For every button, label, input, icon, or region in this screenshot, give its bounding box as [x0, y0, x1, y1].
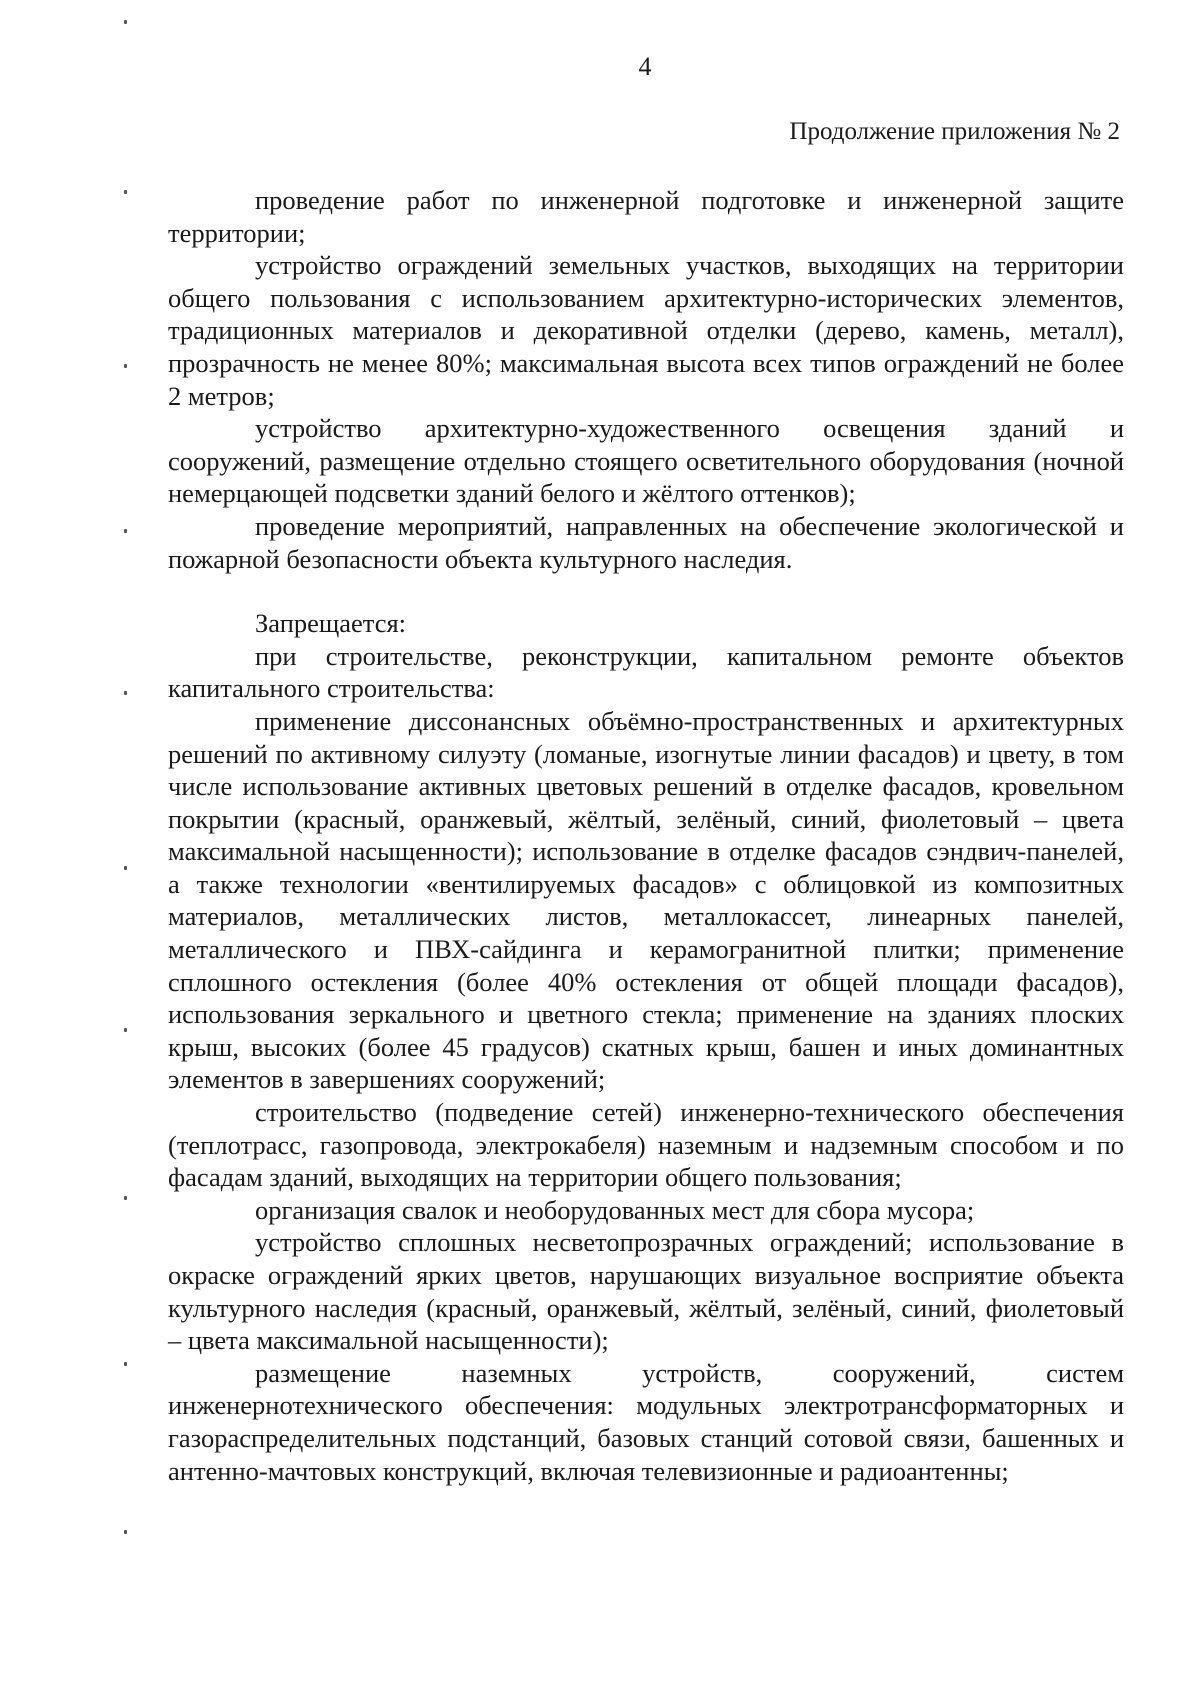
paragraph: устройство архитектурно-художественного освещения зданий и сооружений, размещение отдельно стоящего осветительного оборудования (ночной немерцающей подсветки зданий белого и жёлтого оттенков); [168, 413, 1124, 509]
paragraph: размещение наземных устройств, сооружений, систем инженернотехнического обеспечения: модульных электротрансформаторных и газораспределительных подстанций, базовых станций сотовой связи, башенных и антенно-мачтовых конструкций, включая телевизионные и радиоантенны; [168, 1357, 1124, 1486]
paragraph: организация свалок и необорудованных мест для сбора мусора; [255, 1194, 975, 1225]
paragraph: при строительстве, реконструкции, капитальном ремонте объектов капитального строительства: [168, 640, 1124, 704]
paragraph: устройство сплошных несветопрозрачных ограждений; использование в окраске ограждений ярких цветов, нарушающих визуальное восприятие объекта культурного наследия (красный, оранжевый, жёлтый, зелёный, синий, фиолетовый – цвета максимальной насыщенности); [168, 1227, 1124, 1356]
paragraph: проведение мероприятий, направленных на обеспечение экологической и пожарной безопасности объекта культурного наследия. [168, 510, 1124, 574]
page-number: 4 [638, 52, 652, 81]
document-body [168, 184, 1124, 1487]
paragraph: проведение работ по инженерной подготовке и инженерной защите территории; [168, 185, 1124, 248]
section-heading: Запрещается: [255, 608, 407, 639]
appendix-label: Продолжение приложения № 2 [789, 118, 1120, 145]
paragraph: строительство (подведение сетей) инженерно-технического обеспечения (теплотрасс, газопровода, электрокабеля) наземным и надземным способом и по фасадам зданий, выходящих на территории общего пользования; [168, 1097, 1124, 1193]
paragraph: применение диссонансных объёмно-пространственных и архитектурных решений по активному силуэту (ломаные, изогнутые линии фасадов) и цвету, в том числе использование активных цветовых решений в отделке фасадов, кровельном покрытии (красный, оранжевый, жёлтый, зелёный, синий, фиолетовый – цвета максимальной насыщенности); использование в отделке фасадов сэндвич-панелей, а также технологии «вентилируемых фасадов» с облицовкой из композитных материалов, металлических листов, металлокассет, линеарных панелей, металлического и ПВХ-сайдинга и керамогранитной плитки; применение сплошного остекления (более 40% остекления от общей площади фасадов), использования зеркального и цветного стекла; применение на зданиях плоских крыш, высоких (более 45 градусов) скатных крыш, башен и иных доминантных элементов в завершениях сооружений; [168, 705, 1124, 1095]
paragraph: устройство ограждений земельных участков, выходящих на территории общего пользования с использованием архитектурно-исторических элементов, традиционных материалов и декоративной отделки (дерево, камень, металл), прозрачность не менее 80%; максимальная высота всех типов ограждений не более 2 метров; [168, 250, 1124, 411]
